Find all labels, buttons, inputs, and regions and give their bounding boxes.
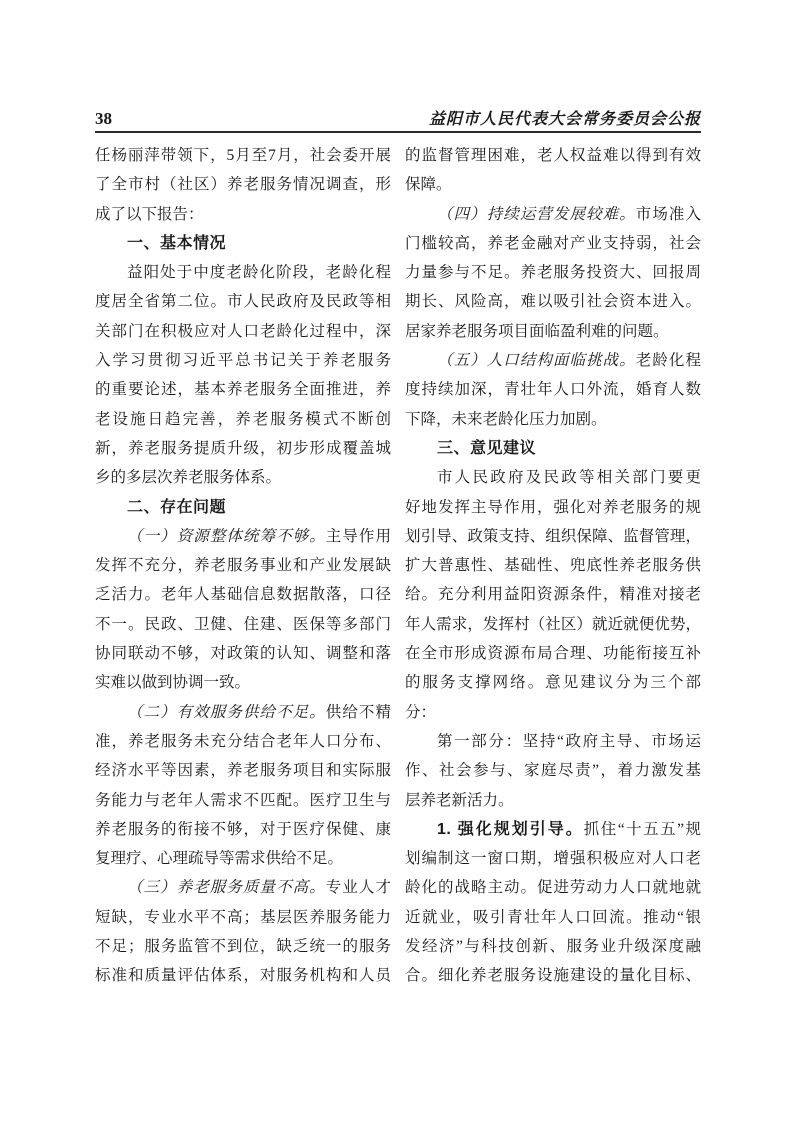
text-line xyxy=(95,258,391,287)
text-line xyxy=(95,522,391,551)
body-text: 新，养老服务提质升级，初步形成覆盖城 xyxy=(95,439,391,457)
header-rule xyxy=(95,131,701,133)
text-line xyxy=(405,639,701,668)
body-text: 不一。民政、卫健、住建、医保等多部门 xyxy=(95,615,391,633)
body-text: 力量参与不足。养老服务投资大、回报周 xyxy=(405,264,701,282)
text-line xyxy=(95,405,391,434)
text-line xyxy=(405,522,701,551)
emphasis-text: （一）资源整体统筹不够。 xyxy=(127,527,326,545)
heading-text: 三、意见建议 xyxy=(437,439,537,457)
text-line xyxy=(95,610,391,639)
text-line xyxy=(405,551,701,580)
body-text: 保障。 xyxy=(405,176,452,194)
body-text: 合。细化养老服务设施建设的量化目标、 xyxy=(405,967,701,985)
text-line xyxy=(95,727,391,756)
column-left xyxy=(95,141,391,991)
emphasis-text: （二）有效服务供给不足。 xyxy=(127,703,326,721)
body-text: 好地发挥主导作用，强化对养老服务的规 xyxy=(405,498,701,516)
text-line xyxy=(405,258,701,287)
body-text: 发经济”与科技创新、服务业升级深度融 xyxy=(405,938,701,956)
body-text: 成了以下报告： xyxy=(95,205,204,223)
emphasis-text: （三）养老服务质量不高。 xyxy=(127,879,326,897)
text-line xyxy=(405,375,701,404)
text-line xyxy=(405,346,701,375)
body-text: 乏活力。老年人基础信息数据散落，口径 xyxy=(95,586,391,604)
text-line xyxy=(95,463,391,492)
text-line xyxy=(405,200,701,229)
body-text: 给。充分利用益阳资源条件，精准对接老 xyxy=(405,586,701,604)
text-line xyxy=(95,551,391,580)
body-text: 入学习贯彻习近平总书记关于养老服务 xyxy=(95,352,391,370)
text-line xyxy=(95,200,391,229)
text-line xyxy=(95,375,391,404)
body-text: 经济水平等因素，养老服务项目和实际服 xyxy=(95,762,391,780)
body-text: 层养老新活力。 xyxy=(405,791,514,809)
text-columns xyxy=(95,141,701,991)
text-line xyxy=(405,873,701,902)
text-line xyxy=(405,610,701,639)
text-line xyxy=(405,287,701,316)
body-text: 乡的多层次养老服务体系。 xyxy=(95,469,282,487)
body-text: 期长、风险高，难以吸引社会资本进入。 xyxy=(405,293,701,311)
body-text: 不足；服务监管不到位，缺乏统一的服务 xyxy=(95,938,391,956)
text-line xyxy=(405,229,701,258)
text-line xyxy=(405,668,701,697)
text-line xyxy=(95,287,391,316)
text-line xyxy=(95,639,391,668)
body-text: 分： xyxy=(405,703,437,721)
text-line xyxy=(95,580,391,609)
body-text: 作、社会参与、家庭尽责”，着力激发基 xyxy=(405,762,701,780)
body-text: 第一部分：坚持“政府主导、市场运 xyxy=(437,732,701,750)
text-line xyxy=(95,756,391,785)
text-line xyxy=(405,580,701,609)
body-text: 近就业，吸引青壮年人口回流。推动“银 xyxy=(405,908,701,926)
body-text: 在全市形成资源布局合理、功能衔接互补 xyxy=(405,645,701,663)
body-text: 的监督管理困难，老人权益难以得到有效 xyxy=(405,147,701,164)
body-text: 扩大普惠性、基础性、兜底性养老服务供 xyxy=(405,557,701,575)
body-text: 主导作用 xyxy=(325,527,391,545)
body-text: 划编制这一窗口期，增强积极应对人口老 xyxy=(405,850,701,868)
body-text: 实难以做到协调一致。 xyxy=(95,674,251,692)
body-text: 了全市村（社区）养老服务情况调查，形 xyxy=(95,176,391,194)
body-text: 标准和质量评估体系，对服务机构和人员 xyxy=(95,967,391,985)
text-line xyxy=(95,141,391,170)
text-line xyxy=(405,815,701,844)
body-text: 协同联动不够，对政策的认知、调整和落 xyxy=(95,645,391,663)
body-text: 老龄化程 xyxy=(635,352,701,370)
body-text: 益阳处于中度老龄化阶段，老龄化程 xyxy=(127,264,391,282)
text-line xyxy=(95,317,391,346)
body-text: 养老服务的衔接不够，对于医疗保健、康 xyxy=(95,820,391,838)
page-number: 38 xyxy=(95,109,112,128)
text-line xyxy=(405,903,701,932)
body-text: 关部门在积极应对人口老龄化过程中，深 xyxy=(95,322,391,340)
text-line xyxy=(95,698,391,727)
body-text: 度居全省第二位。市人民政府及民政等相 xyxy=(95,293,391,311)
body-text: 专业人才 xyxy=(325,879,391,897)
body-text: 务能力与老年人需求不匹配。医疗卫生与 xyxy=(95,791,391,809)
column-right xyxy=(405,141,701,991)
body-text: 准，养老服务未充分结合老年人口分布、 xyxy=(95,732,391,750)
header-title: 益阳市人民代表大会常务委员会公报 xyxy=(428,111,701,128)
body-text: 门槛较高，养老金融对产业支持弱，社会 xyxy=(405,234,701,252)
body-text: 的服务支撑网络。意见建议分为三个部 xyxy=(405,674,701,692)
heading-text: 二、存在问题 xyxy=(127,498,227,516)
text-line xyxy=(95,815,391,844)
body-text: 龄化的战略主动。促进劳动力人口就地就 xyxy=(405,879,701,897)
body-text: 复理疗、心理疏导等需求供给不足。 xyxy=(95,850,344,868)
text-line xyxy=(405,932,701,961)
text-line xyxy=(95,932,391,961)
body-text: 老设施日趋完善，养老服务模式不断创 xyxy=(95,410,391,428)
text-line xyxy=(95,961,391,990)
heading-text: 一、基本情况 xyxy=(127,234,227,252)
body-text: 划引导、政策支持、组织保障、监督管理， xyxy=(405,527,701,545)
text-line xyxy=(405,434,701,463)
body-text: 下降，未来老龄化压力加剧。 xyxy=(405,410,607,428)
text-line xyxy=(405,317,701,346)
text-line xyxy=(405,463,701,492)
body-text: 短缺，专业水平不高；基层医养服务能力 xyxy=(95,908,391,926)
text-line xyxy=(95,844,391,873)
text-line xyxy=(95,229,391,258)
emphasis-text: （五）人口结构面临挑战。 xyxy=(437,352,636,370)
text-line xyxy=(405,493,701,522)
body-text: 抓住“十五五”规 xyxy=(583,820,701,838)
text-line xyxy=(405,698,701,727)
body-text: 居家养老服务项目面临盈利难的问题。 xyxy=(405,322,669,340)
text-line xyxy=(95,493,391,522)
text-line xyxy=(95,346,391,375)
body-text: 市人民政府及民政等相关部门要更 xyxy=(437,469,701,487)
body-text: 任杨丽萍带领下，5月至7月，社会委开展 xyxy=(95,147,391,164)
body-text: 度持续加深，青壮年人口外流，婚育人数 xyxy=(405,381,701,399)
text-line xyxy=(405,756,701,785)
body-text: 发挥不充分，养老服务事业和产业发展缺 xyxy=(95,557,391,575)
text-line xyxy=(405,141,701,170)
text-line xyxy=(405,786,701,815)
page-content xyxy=(95,106,701,991)
body-text: 年人需求，发挥村（社区）就近就便优势， xyxy=(405,615,701,633)
body-text: 的重要论述，基本养老服务全面推进，养 xyxy=(95,381,391,399)
emphasis-text: （四）持续运营发展较难。 xyxy=(437,205,636,223)
text-line xyxy=(405,727,701,756)
text-line xyxy=(95,903,391,932)
text-line xyxy=(405,405,701,434)
text-line xyxy=(95,434,391,463)
body-text: 供给不精 xyxy=(325,703,391,721)
text-line xyxy=(95,786,391,815)
text-line xyxy=(405,170,701,199)
heading-text: 1. 强化规划引导。 xyxy=(437,820,584,838)
text-line xyxy=(95,170,391,199)
page-header xyxy=(95,106,701,129)
text-line xyxy=(405,961,701,990)
text-line xyxy=(95,668,391,697)
body-text: 市场准入 xyxy=(635,205,701,223)
text-line xyxy=(95,873,391,902)
text-line xyxy=(405,844,701,873)
